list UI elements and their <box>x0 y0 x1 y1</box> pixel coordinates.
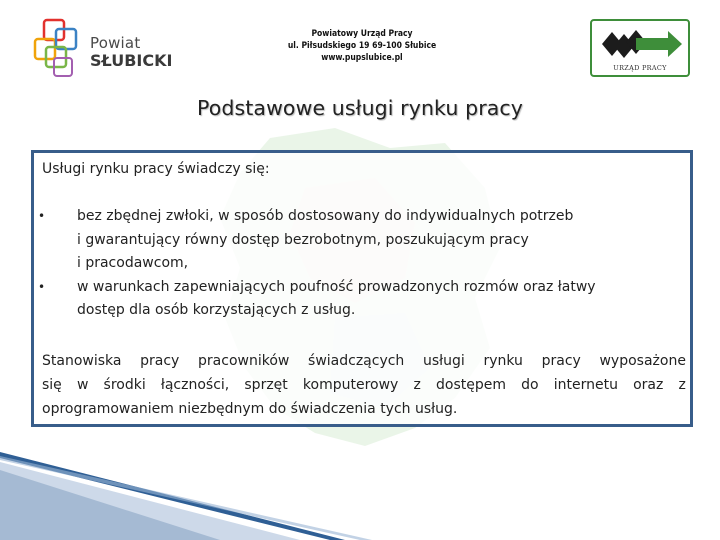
squares-logo-icon <box>32 17 92 83</box>
paragraph-word: sprzęt <box>244 377 288 393</box>
powiat-slubicki-logo <box>32 17 172 83</box>
paragraph-word: internetu <box>553 377 618 393</box>
bullet-line: bez zbędnej zwłoki, w sposób dostosowany do indywidualnych potrzeb <box>77 208 574 224</box>
paragraph-word: dostępem <box>436 377 506 393</box>
paragraph-word: pracy <box>140 353 180 369</box>
paragraph-word: komputerowy <box>302 377 399 393</box>
office-address: ul. Piłsudskiego 19 69-100 Słubice <box>287 41 437 51</box>
list-item <box>34 205 596 276</box>
paragraph-word: do <box>521 377 539 393</box>
paragraph-line-3: oprogramowaniem niezbędnym do świadczenia tych usług. <box>42 401 458 417</box>
bullet-line: i pracodawcom, <box>77 255 189 271</box>
bullet-list <box>34 205 596 323</box>
bullet-icon: • <box>38 279 46 294</box>
paragraph-line-1 <box>42 349 686 373</box>
paragraph-word: w <box>76 377 89 393</box>
list-item <box>34 276 596 323</box>
paragraph-word: Stanowiska <box>42 353 122 369</box>
paragraph-word: pracowników <box>198 353 290 369</box>
paragraph-word: wyposażone <box>599 353 686 369</box>
paragraph-word: z <box>413 377 421 393</box>
paragraph-word: usługi <box>422 353 465 369</box>
paragraph-word: środki <box>103 377 146 393</box>
corner-swoosh-decoration <box>0 440 720 540</box>
paragraph-word: z <box>678 377 686 393</box>
paragraph-line-2 <box>42 373 686 397</box>
paragraph-word: świadczących <box>308 353 405 369</box>
equipment-paragraph <box>42 349 686 421</box>
page-title: Podstawowe usługi rynku pracy <box>197 96 523 120</box>
bullet-line: w warunkach zapewniających poufność prowadzonych rozmów oraz łatwy <box>77 278 596 295</box>
paragraph-word: rynku <box>483 353 523 369</box>
logo-text-powiat: Powiat <box>90 34 141 52</box>
logo-text-slubicki: SŁUBICKI <box>90 51 173 70</box>
paragraph-word: się <box>42 377 62 393</box>
bullet-line: i gwarantujący równy dostęp bezrobotnym, poszukującym pracy <box>77 231 529 248</box>
urzad-pracy-caption: URZĄD PRACY <box>613 64 667 72</box>
office-header <box>250 28 474 64</box>
paragraph-word: łączności, <box>160 377 230 393</box>
urzad-pracy-logo <box>590 19 690 77</box>
paragraph-word: oraz <box>633 377 664 393</box>
office-name: Powiatowy Urząd Pracy <box>311 29 413 39</box>
bullet-line: dostęp dla osób korzystających z usług. <box>77 302 356 318</box>
bullet-icon: • <box>38 209 46 223</box>
urzad-pracy-emblem-icon <box>596 24 684 64</box>
content-box <box>31 150 693 427</box>
office-website: www.pupslubice.pl <box>321 53 403 63</box>
paragraph-word: pracy <box>541 353 581 369</box>
intro-text: Usługi rynku pracy świadczy się: <box>42 161 270 177</box>
